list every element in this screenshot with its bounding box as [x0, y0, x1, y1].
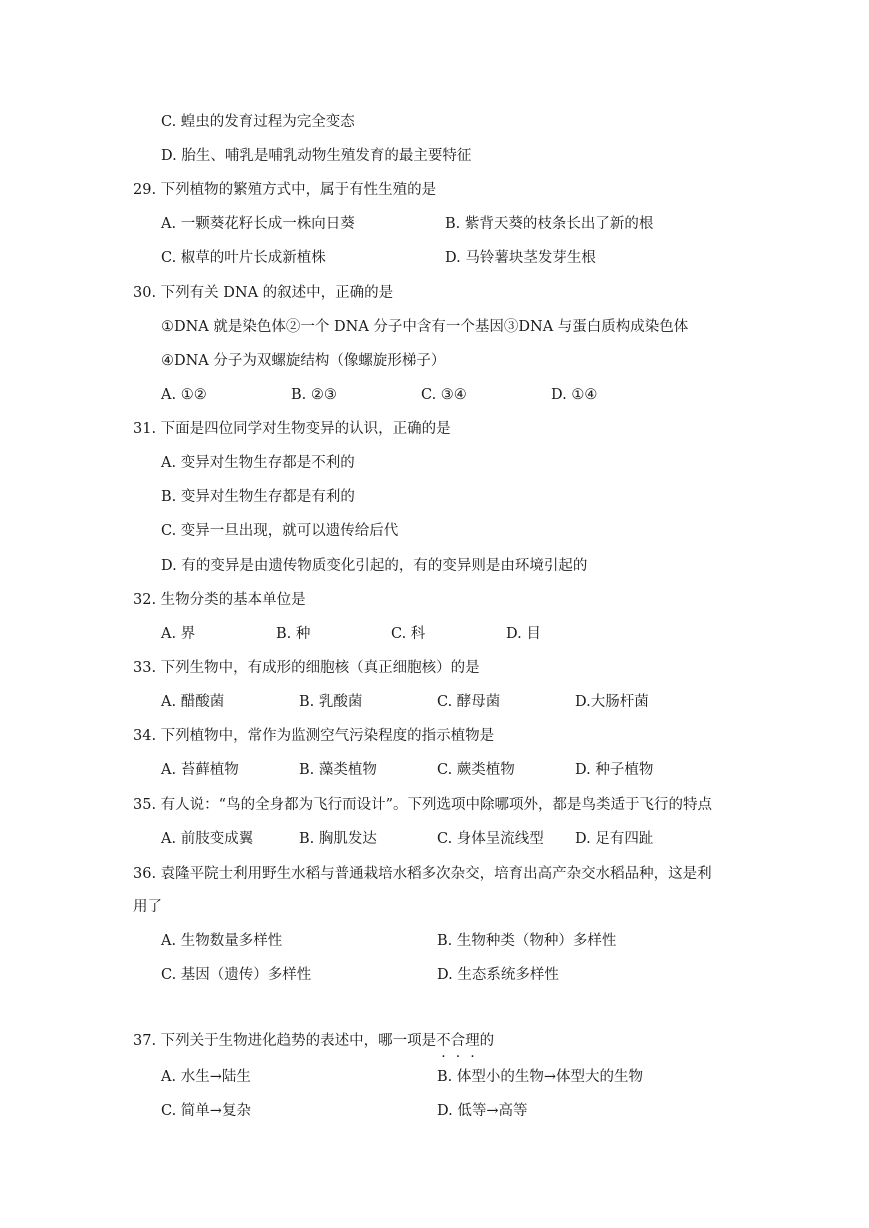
q28-option-c: C. 蝗虫的发育过程为完全变态 [161, 114, 355, 130]
q33-stem: 33. 下列生物中，有成形的细胞核（真正细胞核）的是 [133, 660, 480, 676]
q35-option-a: A. 前肢变成翼 [161, 831, 254, 847]
q33-option-c: C. 酵母菌 [437, 694, 501, 710]
q31-option-c: C. 变异一旦出现，就可以遗传给后代 [161, 523, 399, 539]
q36-stem-line1: 36. 袁隆平院士利用野生水稻与普通栽培水稻多次杂交，培育出高产杂交水稻品种，这是利 [133, 866, 712, 882]
q36-option-a: A. 生物数量多样性 [161, 933, 283, 949]
q37-option-c: C. 简单→复杂 [161, 1103, 251, 1119]
q37-stem [133, 1031, 494, 1051]
q37-emphasis-char: 理 [465, 1033, 480, 1049]
q33-option-d: D.大肠杆菌 [575, 694, 649, 710]
q35-option-c: C. 身体呈流线型 [437, 831, 544, 847]
q31-option-d: D. 有的变异是由遗传物质变化引起的，有的变异则是由环境引起的 [161, 558, 588, 574]
q32-stem: 32. 生物分类的基本单位是 [133, 592, 306, 608]
q35-option-b: B. 胸肌发达 [299, 831, 377, 847]
q34-option-b: B. 藻类植物 [299, 762, 377, 778]
q29-stem: 29. 下列植物的繁殖方式中，属于有性生殖的是 [133, 182, 437, 198]
q36-option-b: B. 生物种类（物种）多样性 [437, 933, 617, 949]
q31-option-a: A. 变异对生物生存都是不利的 [161, 455, 355, 471]
q34-option-c: C. 蕨类植物 [437, 762, 515, 778]
q28-option-d: D. 胎生、哺乳是哺乳动物生殖发育的最主要特征 [161, 148, 472, 164]
q32-option-b: B. 种 [276, 626, 311, 642]
q29-option-a: A. 一颗葵花籽长成一株向日葵 [161, 216, 355, 232]
q30-option-a: A. ①② [161, 387, 207, 403]
q37-option-d: D. 低等→高等 [437, 1103, 528, 1119]
q37-emphasis-char: 合 [450, 1033, 466, 1049]
q32-option-c: C. 科 [391, 626, 426, 642]
q37-emphasis-char: 不 [436, 1033, 451, 1049]
q33-option-a: A. 醋酸菌 [161, 694, 225, 710]
q37-stem-text: 37. 下列关于生物进化趋势的表述中，哪一项是 [133, 1033, 437, 1049]
q32-option-a: A. 界 [161, 626, 196, 642]
q29-option-c: C. 椒草的叶片长成新植株 [161, 250, 326, 266]
q36-option-d: D. 生态系统多样性 [437, 967, 559, 983]
q36-stem-line2: 用了 [133, 899, 162, 915]
q32-option-d: D. 目 [506, 626, 541, 642]
q35-option-d: D. 足有四趾 [575, 831, 654, 847]
q34-option-a: A. 苔藓植物 [161, 762, 239, 778]
q31-option-b: B. 变异对生物生存都是有利的 [161, 489, 355, 505]
q36-option-c: C. 基因（遗传）多样性 [161, 967, 312, 983]
q31-stem: 31. 下面是四位同学对生物变异的认识，正确的是 [133, 421, 451, 437]
q29-option-b: B. 紫背天葵的枝条长出了新的根 [445, 216, 654, 232]
q30-option-d: D. ①④ [551, 387, 598, 403]
q34-stem: 34. 下列植物中，常作为监测空气污染程度的指示植物是 [133, 728, 495, 744]
q30-statements-line2: ④DNA 分子为双螺旋结构（像螺旋形梯子） [161, 353, 446, 369]
q35-stem: 35. 有人说：“鸟的全身都为飞行而设计”。下列选项中除哪项外，都是鸟类适于飞行的特点 [133, 797, 712, 813]
q34-option-d: D. 种子植物 [575, 762, 654, 778]
q30-stem: 30. 下列有关 DNA 的叙述中，正确的是 [133, 285, 394, 301]
q29-option-d: D. 马铃薯块茎发芽生根 [445, 250, 596, 266]
q37-option-b: B. 体型小的生物→体型大的生物 [437, 1069, 644, 1085]
q30-statements-line1: ①DNA 就是染色体②一个 DNA 分子中含有一个基因③DNA 与蛋白质构成染色体 [161, 319, 689, 335]
q30-option-c: C. ③④ [421, 387, 467, 403]
q37-stem-tail: 的 [479, 1033, 495, 1049]
q30-option-b: B. ②③ [291, 387, 337, 403]
q33-option-b: B. 乳酸菌 [299, 694, 363, 710]
q37-option-a: A. 水生→陆生 [161, 1069, 251, 1085]
